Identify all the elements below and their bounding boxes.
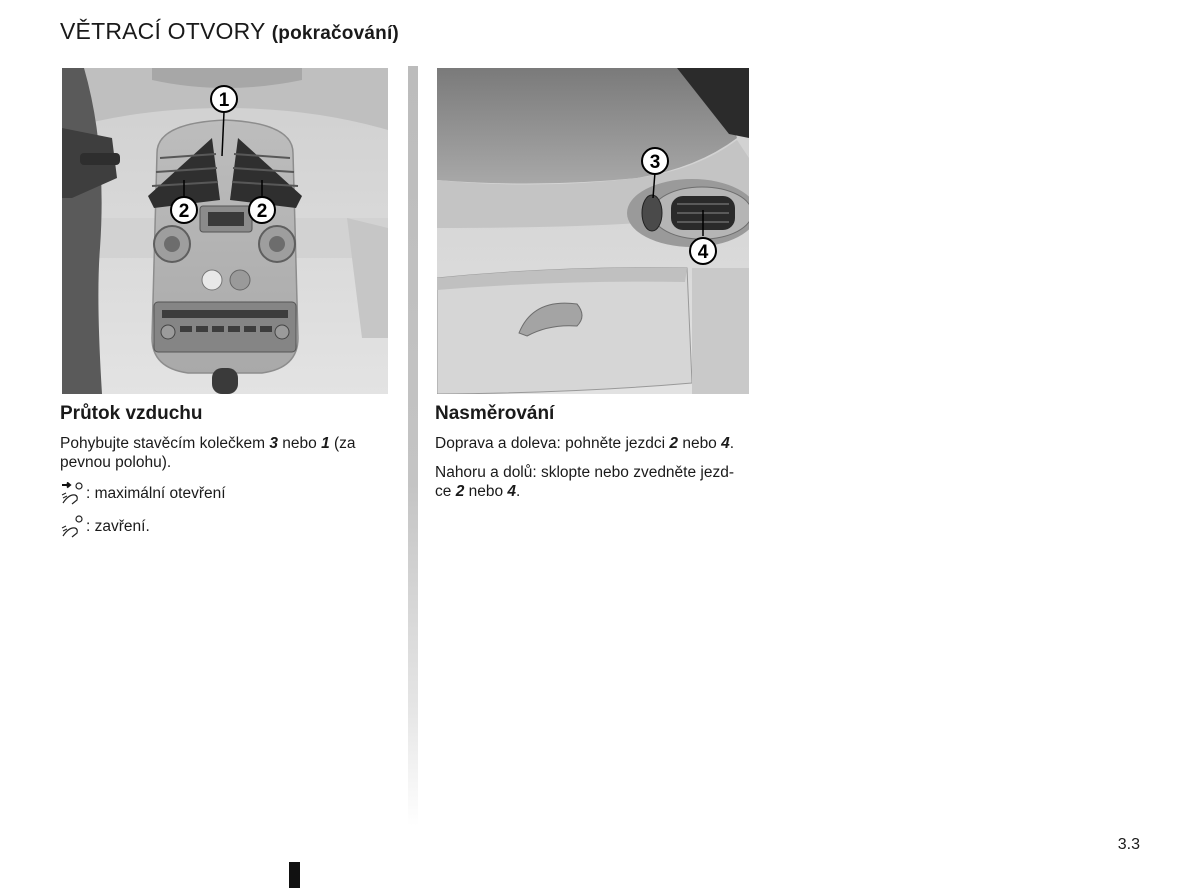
vent-closed-item [60,515,150,539]
dashboard-center-vents-illustration [62,68,388,394]
callout-label-2-right: 2 [256,201,268,222]
column-divider [408,66,418,826]
section-heading-direction: Nasměrování [435,403,555,424]
page-number: 3.3 [1117,836,1140,853]
ref-4: 4 [721,435,730,452]
callout-3 [642,148,668,174]
vent-open-icon [60,482,86,506]
page-edge-marker [289,862,300,888]
section-heading-airflow: Průtok vzduchu [60,403,203,424]
ref-2: 2 [669,435,679,452]
direction-paragraph-1: Doprava a doleva: pohněte jezdci 2 nebo 4. [435,435,735,452]
ref-4b: 4 [507,483,517,500]
callout-label-4: 4 [697,242,709,263]
page-title [60,18,399,45]
dashboard-side-vent-illustration [437,68,749,394]
ref-2b: 2 [455,483,465,500]
callout-1 [211,86,237,112]
ref-1: 1 [321,435,330,452]
airflow-paragraph: Pohybujte stavěcím kolečkem 3 nebo 1 (za pevnou polohu). [60,435,356,471]
callout-label-1: 1 [218,90,230,111]
vent-open-item [60,482,226,506]
page-title-main: VĚTRACÍ OTVORY [60,18,266,44]
callout-label-2-left: 2 [178,201,190,222]
vent-open-text: : maximální otevření [86,485,226,502]
ref-3: 3 [269,435,278,452]
page-title-sub: (pokračování) [271,23,399,44]
direction-paragraph-2: Nahoru a dolů: sklopte nebo zvedněte jezd- ce 2 nebo 4. [435,464,735,500]
callout-4 [690,238,716,264]
callout-2-left [171,197,197,223]
vent-closed-text: : zavření. [86,518,150,535]
callout-2-right [249,197,275,223]
vent-closed-icon [60,515,86,539]
callout-label-3: 3 [649,152,661,173]
